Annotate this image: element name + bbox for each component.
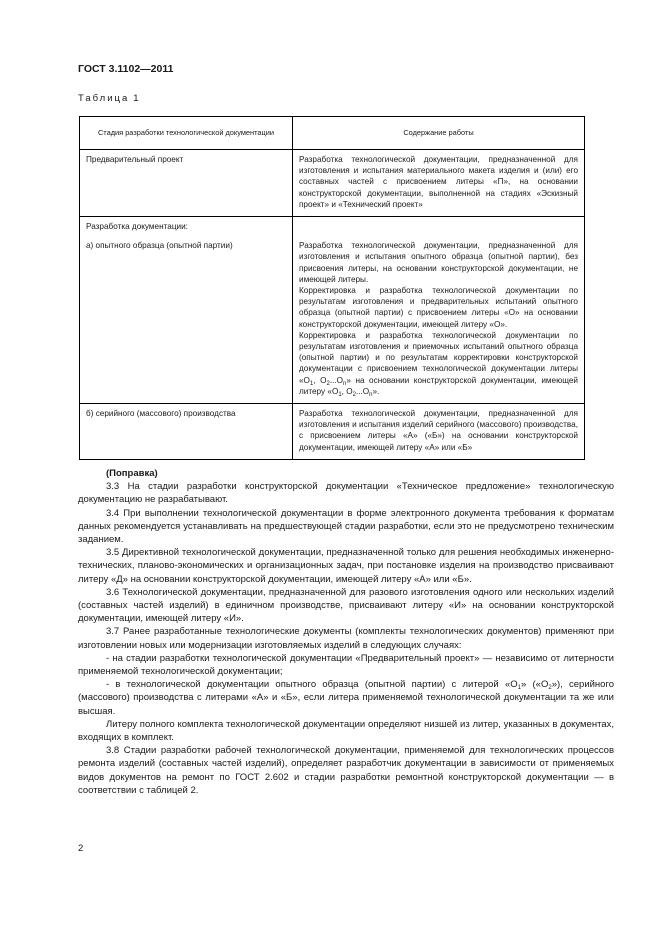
- spacer-cell: [80, 232, 293, 240]
- table-caption-word: Таблица: [78, 93, 130, 104]
- clause-3-3: 3.3 На стадии разработки конструкторской документации «Техническое предложение» технологическую документацию не разрабатывают.: [78, 481, 614, 506]
- table-row: [80, 217, 585, 233]
- content-cell-preliminary: Разработка технологической документации, предназначенной для изготовления и испытания материального макета изделия и (или) его составных частей с присвоением литеры «П», на основании конструкторской документации, выполненной на стадиях «Эскизный проект» и «Технический проект»: [293, 150, 585, 217]
- stages-table: [79, 116, 585, 460]
- stage-cell-preliminary: Предварительный проект: [80, 150, 293, 217]
- document-body: [78, 467, 614, 797]
- clause-3-5: 3.5 Директивной технологической документации, предназначенной только для решения необходимых инженерно-технических, планово-экономических и организационных задач, при постановке изделия на производство присваивают литеру «Д» на основании конструкторской документации, имеющей литеру «А» или «Б».: [78, 547, 614, 585]
- prototype-paragraph-1: Разработка технологической документации, предназначенной для изготовления и испытания опытного образца (опытной партии), без присвоения литеры, на основании конструкторской документации, не имеющей литеры.: [299, 241, 578, 284]
- table-row: [80, 150, 585, 217]
- stage-cell-prototype: а) опытного образца (опытной партии): [80, 240, 293, 403]
- table-row: [80, 240, 585, 403]
- clause-3-7-note: Литеру полного комплекта технологической документации определяют низшей из литер, указанных в документах, входящих в комплект.: [78, 718, 614, 744]
- clause-3-7-item-1: - на стадии разработки технологической документации «Предварительный проект» — независимо от литерности применяемой технологической документации;: [78, 652, 614, 678]
- clause-3-4: 3.4 При выполнении технологической документации в форме электронного документа требования к форматам данных рекомендуется устанавливать на предшествующей стадии разработки, если это не предусмотрено техническим заданием.: [78, 507, 614, 546]
- prototype-paragraph-3: Корректировка и разработка технологической документации по результатам изготовления и приемочных испытаний опытного образца (опытной партии) и по результатам корректировки конструкторской документации с присвоением технологической документации литеры «$О_1$, $О_2...О_n$» на основании конструкторской документации, имеющей литеру «$О_1$, $О_2...О_n$».: [299, 330, 578, 398]
- stage-cell-serial: б) серийного (массового) производства: [80, 404, 293, 460]
- column-header-content: Содержание работы: [293, 117, 585, 150]
- table-caption: [78, 93, 139, 104]
- content-cell-empty: [293, 217, 585, 233]
- content-cell-prototype: [293, 240, 585, 403]
- amendment-label: (Поправка): [106, 468, 158, 479]
- clause-3-8: 3.8 Стадии разработки рабочей технологической документации, применяемой для технологических процессов ремонта изделий (составных частей изделий), определяет разработчик документации в зависимости от применяемых видов документов на ремонт по ГОСТ 2.602 и стадии разработки ремонтной конструкторской документации — в соответствии с таблицей 2.: [78, 745, 614, 796]
- table-header-row: [80, 117, 585, 150]
- clause-3-6: 3.6 Технологической документации, предназначенной для разового изготовления одного или нескольких изделий (составных частей изделий) в единичном производстве, присваивают литеру «И» на основании конструкторской документации, имеющей литеру «И».: [78, 586, 614, 625]
- clause-3-7: 3.7 Ранее разработанные технологические документы (комплекты технологических документов) применяют при изготовлении новых или модернизации изготовляемых изделий в следующих случаях:: [78, 626, 614, 651]
- table-row: [80, 232, 585, 240]
- document-header-code: ГОСТ 3.1102—2011: [78, 63, 174, 75]
- column-header-stage: Стадия разработки технологической документации: [80, 117, 293, 150]
- page-number: 2: [78, 843, 84, 854]
- table-caption-number: 1: [133, 93, 139, 104]
- table-row: [80, 404, 585, 460]
- content-cell-serial: Разработка технологической документации, предназначенной для изготовления и испытания изделий серийного (массового) производства, с присвоением литеры «А» («Б») на основании конструкторской документации, имеющей литеру «А» или «Б»: [293, 404, 585, 460]
- spacer-cell: [293, 232, 585, 240]
- stage-cell-development-heading: Разработка документации:: [80, 217, 293, 233]
- clause-3-7-item-2: - в технологической документации опытного образца (опытной партии) с литерой «$О_1$» $(«О_2»)$, серийного (массового) производства с литерами «А» и «Б», если литера применяемой технологической документации та же или высшая.: [78, 679, 615, 717]
- prototype-paragraph-2: Корректировка и разработка технологической документации по результатам изготовления и предварительных испытаний опытного образца (опытной партии) с присвоением литеры «О» на основании конструкторской документации, имеющей литеру «О».: [299, 286, 578, 329]
